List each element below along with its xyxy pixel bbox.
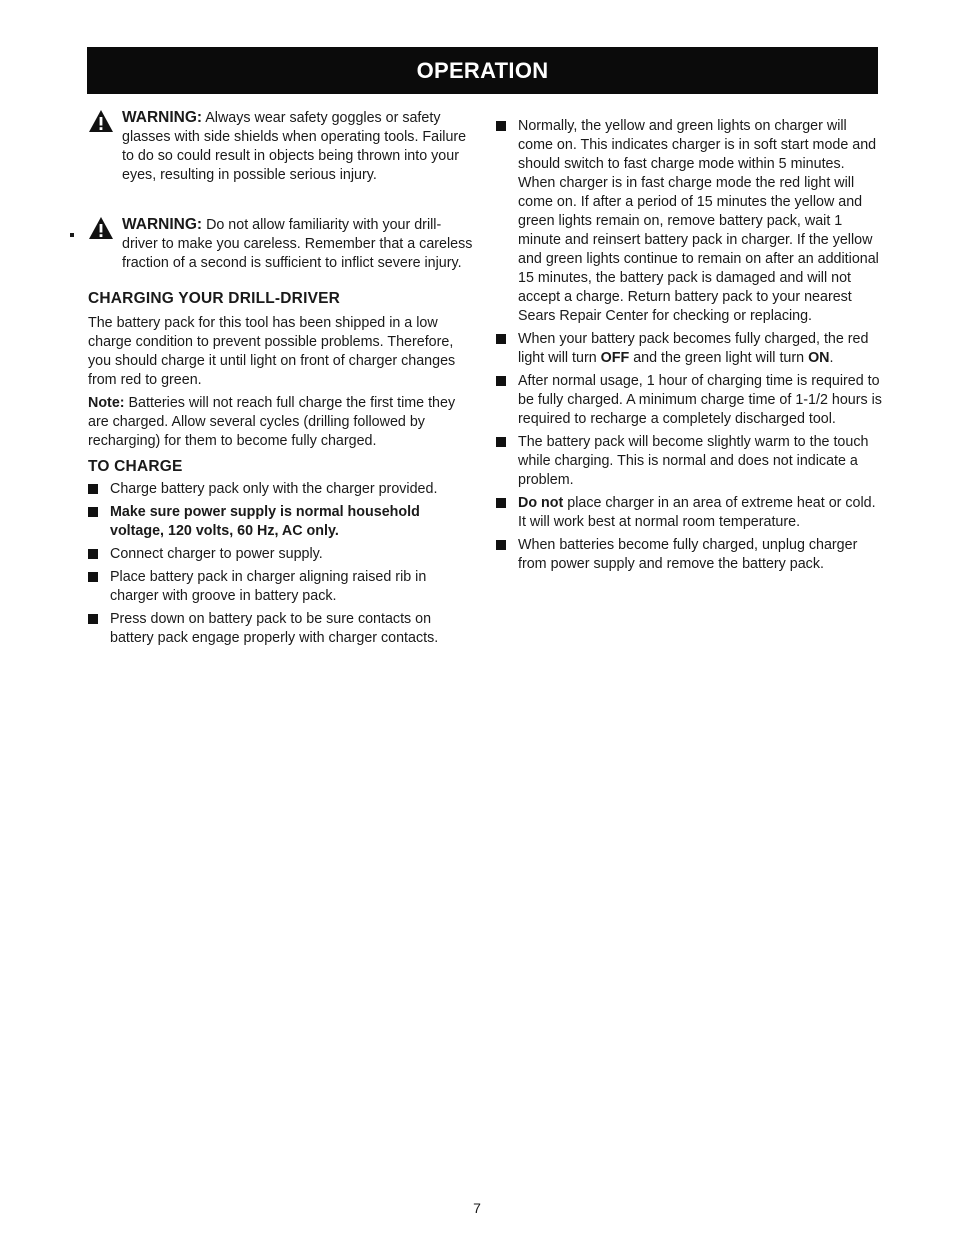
note-text: Batteries will not reach full charge the first time they are charged. Allow several cycles (drilling followed by recharging) for them to become fully charged. xyxy=(88,395,456,449)
bullet-square-icon xyxy=(496,498,506,508)
bullet-square-icon xyxy=(496,121,506,131)
list-item: When batteries become fully charged, unplug charger from power supply and remove the battery pack. xyxy=(496,536,884,574)
warning-body: Always wear safety goggles or safety glasses with side shields when operating tools. Failure to do so could result in objects being thrown into your eyes, resulting in possible serious injury. xyxy=(122,110,467,183)
left-column xyxy=(88,108,473,652)
to-charge-heading: TO CHARGE xyxy=(88,458,183,475)
bullet-square-icon xyxy=(88,572,98,582)
bullet-square-icon xyxy=(496,540,506,550)
list-item: Normally, the yellow and green lights on charger will come on. This indicates charger is in soft start mode and should switch to fast charge mode within 5 minutes. When charger is in fast charge mode the red light will come on. If after a period of 15 minutes the yellow and green lights remain on, remove battery pack, wait 1 minute and reinsert battery pack in charger. If the yellow and green lights continue to remain on after an additional 15 minutes, the battery pack is damaged and will not accept a charge. Return battery pack to your nearest Sears Repair Center for checking or replacing. xyxy=(496,117,884,326)
bullet-square-icon xyxy=(496,376,506,386)
warning-label: WARNING: xyxy=(122,109,203,126)
stray-mark xyxy=(70,233,74,237)
charging-heading: CHARGING YOUR DRILL-DRIVER xyxy=(88,290,341,307)
warning-text xyxy=(122,215,473,273)
bullet-square-icon xyxy=(496,437,506,447)
note-label: Note: xyxy=(88,395,125,411)
warning-safety-goggles xyxy=(88,108,473,185)
list-item: The battery pack will become slightly warm to the touch while charging. This is normal and does not indicate a problem. xyxy=(496,433,884,490)
list-item: After normal usage, 1 hour of charging time is required to be fully charged. A minimum charge time of 1-1/2 hours is required to recharge a completely discharged tool. xyxy=(496,372,884,429)
page-number: 7 xyxy=(473,1200,481,1216)
bullet-square-icon xyxy=(88,614,98,624)
page-title: OPERATION xyxy=(416,57,549,83)
list-item: Do not place charger in an area of extreme heat or cold. It will work best at normal room temperature. xyxy=(496,494,884,532)
list-item: Charge battery pack only with the charger provided. xyxy=(88,480,473,499)
bullet-square-icon xyxy=(496,334,506,344)
list-item: Make sure power supply is normal household voltage, 120 volts, 60 Hz, AC only. xyxy=(88,503,473,541)
warning-triangle-icon xyxy=(88,216,114,240)
list-item: Connect charger to power supply. xyxy=(88,545,473,564)
charger-lights-list xyxy=(496,117,884,574)
right-column xyxy=(496,117,884,578)
section-header-bar xyxy=(87,47,878,94)
bullet-square-icon xyxy=(88,507,98,517)
warning-text xyxy=(122,108,473,185)
bullet-square-icon xyxy=(88,549,98,559)
warning-familiarity xyxy=(88,215,473,273)
warning-body: Do not allow familiarity with your drill-driver to make you careless. Remember that a careless fraction of a second is sufficient to inflict severe injury. xyxy=(122,217,473,271)
charging-paragraph: The battery pack for this tool has been shipped in a low charge condition to prevent possible problems. Therefore, you should charge it until light on front of charger changes from red to green. xyxy=(88,315,456,388)
warning-triangle-icon xyxy=(88,109,114,133)
charging-note xyxy=(88,394,473,451)
to-charge-list xyxy=(88,480,473,648)
list-item: When your battery pack becomes fully charged, the red light will turn OFF and the green light will turn ON. xyxy=(496,330,884,368)
warning-label: WARNING: xyxy=(122,216,203,233)
bullet-square-icon xyxy=(88,484,98,494)
list-item: Press down on battery pack to be sure contacts on battery pack engage properly with charger contacts. xyxy=(88,610,473,648)
list-item: Place battery pack in charger aligning raised rib in charger with groove in battery pack. xyxy=(88,568,473,606)
